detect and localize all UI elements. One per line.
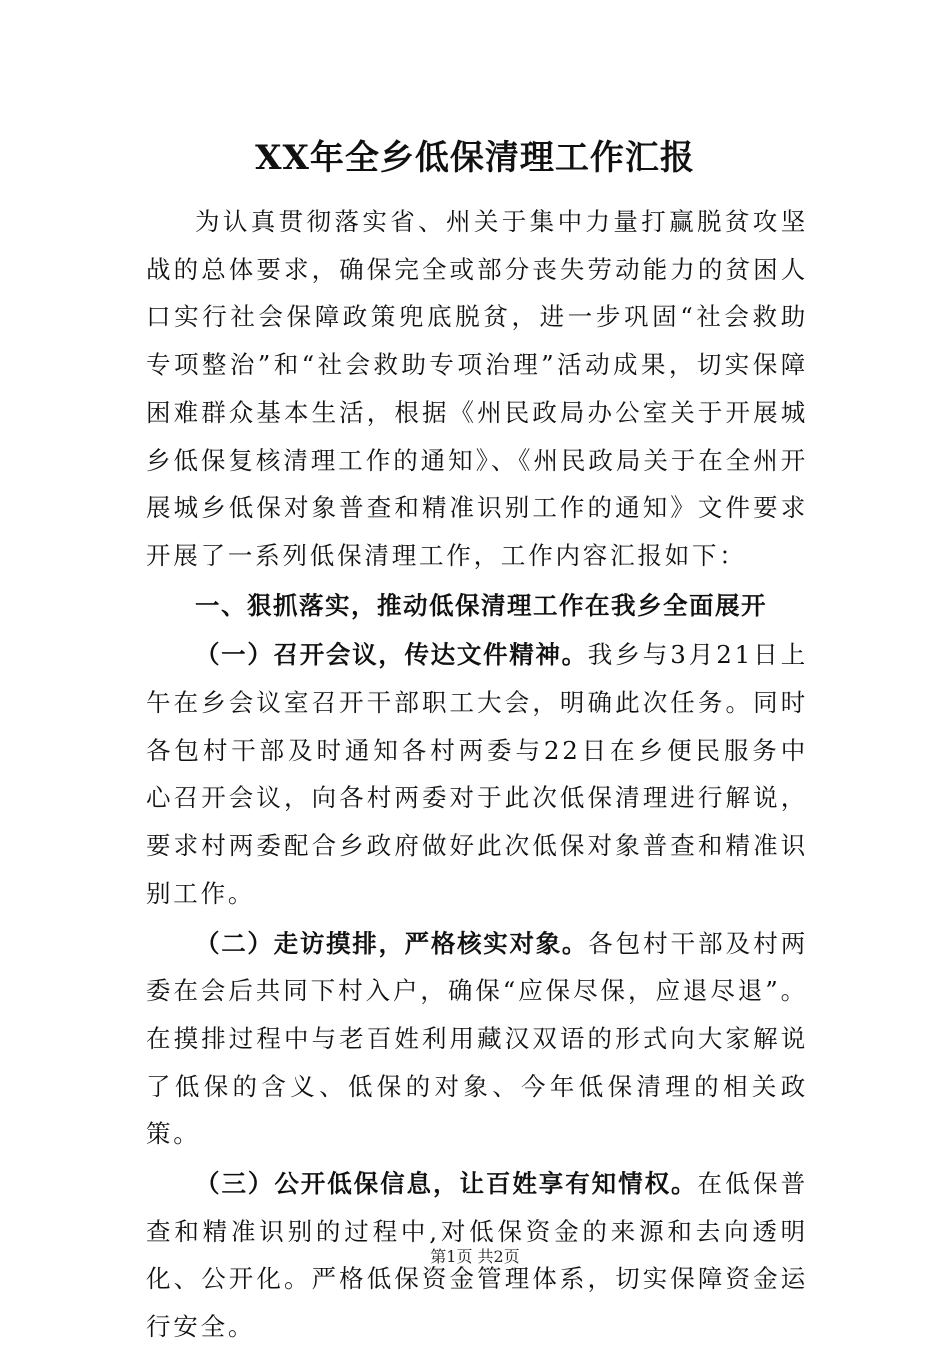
intro-paragraph: 为认真贯彻落实省、州关于集中力量打赢脱贫攻坚战的总体要求，确保完全或部分丧失劳动能力的贫困人口实行社会保障政策兜底脱贫，进一步巩固“社会救助专项整治”和“社会救助专项治理”活动成果，切实保障困难群众基本生活，根据《州民政局办公室关于开展城乡低保复核清理工作的通知》、《州民政局关于在全州开展城乡低保对象普查和精准识别工作的通知》文件要求开展了一系列低保清理工作，工作内容汇报如下： <box>146 207 808 570</box>
document-body <box>146 198 808 1351</box>
document-title: XX年全乡低保清理工作汇报 <box>255 138 695 178</box>
item-text-2: 各包村干部及村两委在会后共同下村入户，确保“应保尽保，应退尽退”。在摸排过程中与老百姓利用藏汉双语的形式向大家解说了低保的含义、低保的对象、今年低保清理的相关政策。 <box>146 928 809 1149</box>
item-text-3: 在低保普查和精准识别的过程中,对低保资金的来源和去向透明化、公开化。严格低保资金管理体系，切实保障资金运行安全。 <box>146 1169 809 1342</box>
item-title-2: （二）走访摸排，严格核实对象。 <box>195 928 589 958</box>
item-paragraph-2 <box>146 920 808 1159</box>
item-title-3: （三）公开低保信息，让百姓享有知情权。 <box>195 1169 698 1199</box>
item-title-1: （一）召开会议，传达文件精神。 <box>195 640 588 670</box>
item-paragraph-1 <box>146 631 808 917</box>
item-text-1: 我乡与3月21日上午在乡会议室召开干部职工大会，明确此次任务。同时各包村干部及时通知各村两委与22日在乡便民服务中心召开会议，向各村两委对于此次低保清理进行解说，要求村两委配合乡政府做好此次低保对象普查和精准识别工作。 <box>146 640 808 908</box>
section-heading: 一、狠抓落实，推动低保清理工作在我乡全面展开 <box>195 590 767 620</box>
page-number: 第1页 共2页 <box>430 1247 520 1266</box>
